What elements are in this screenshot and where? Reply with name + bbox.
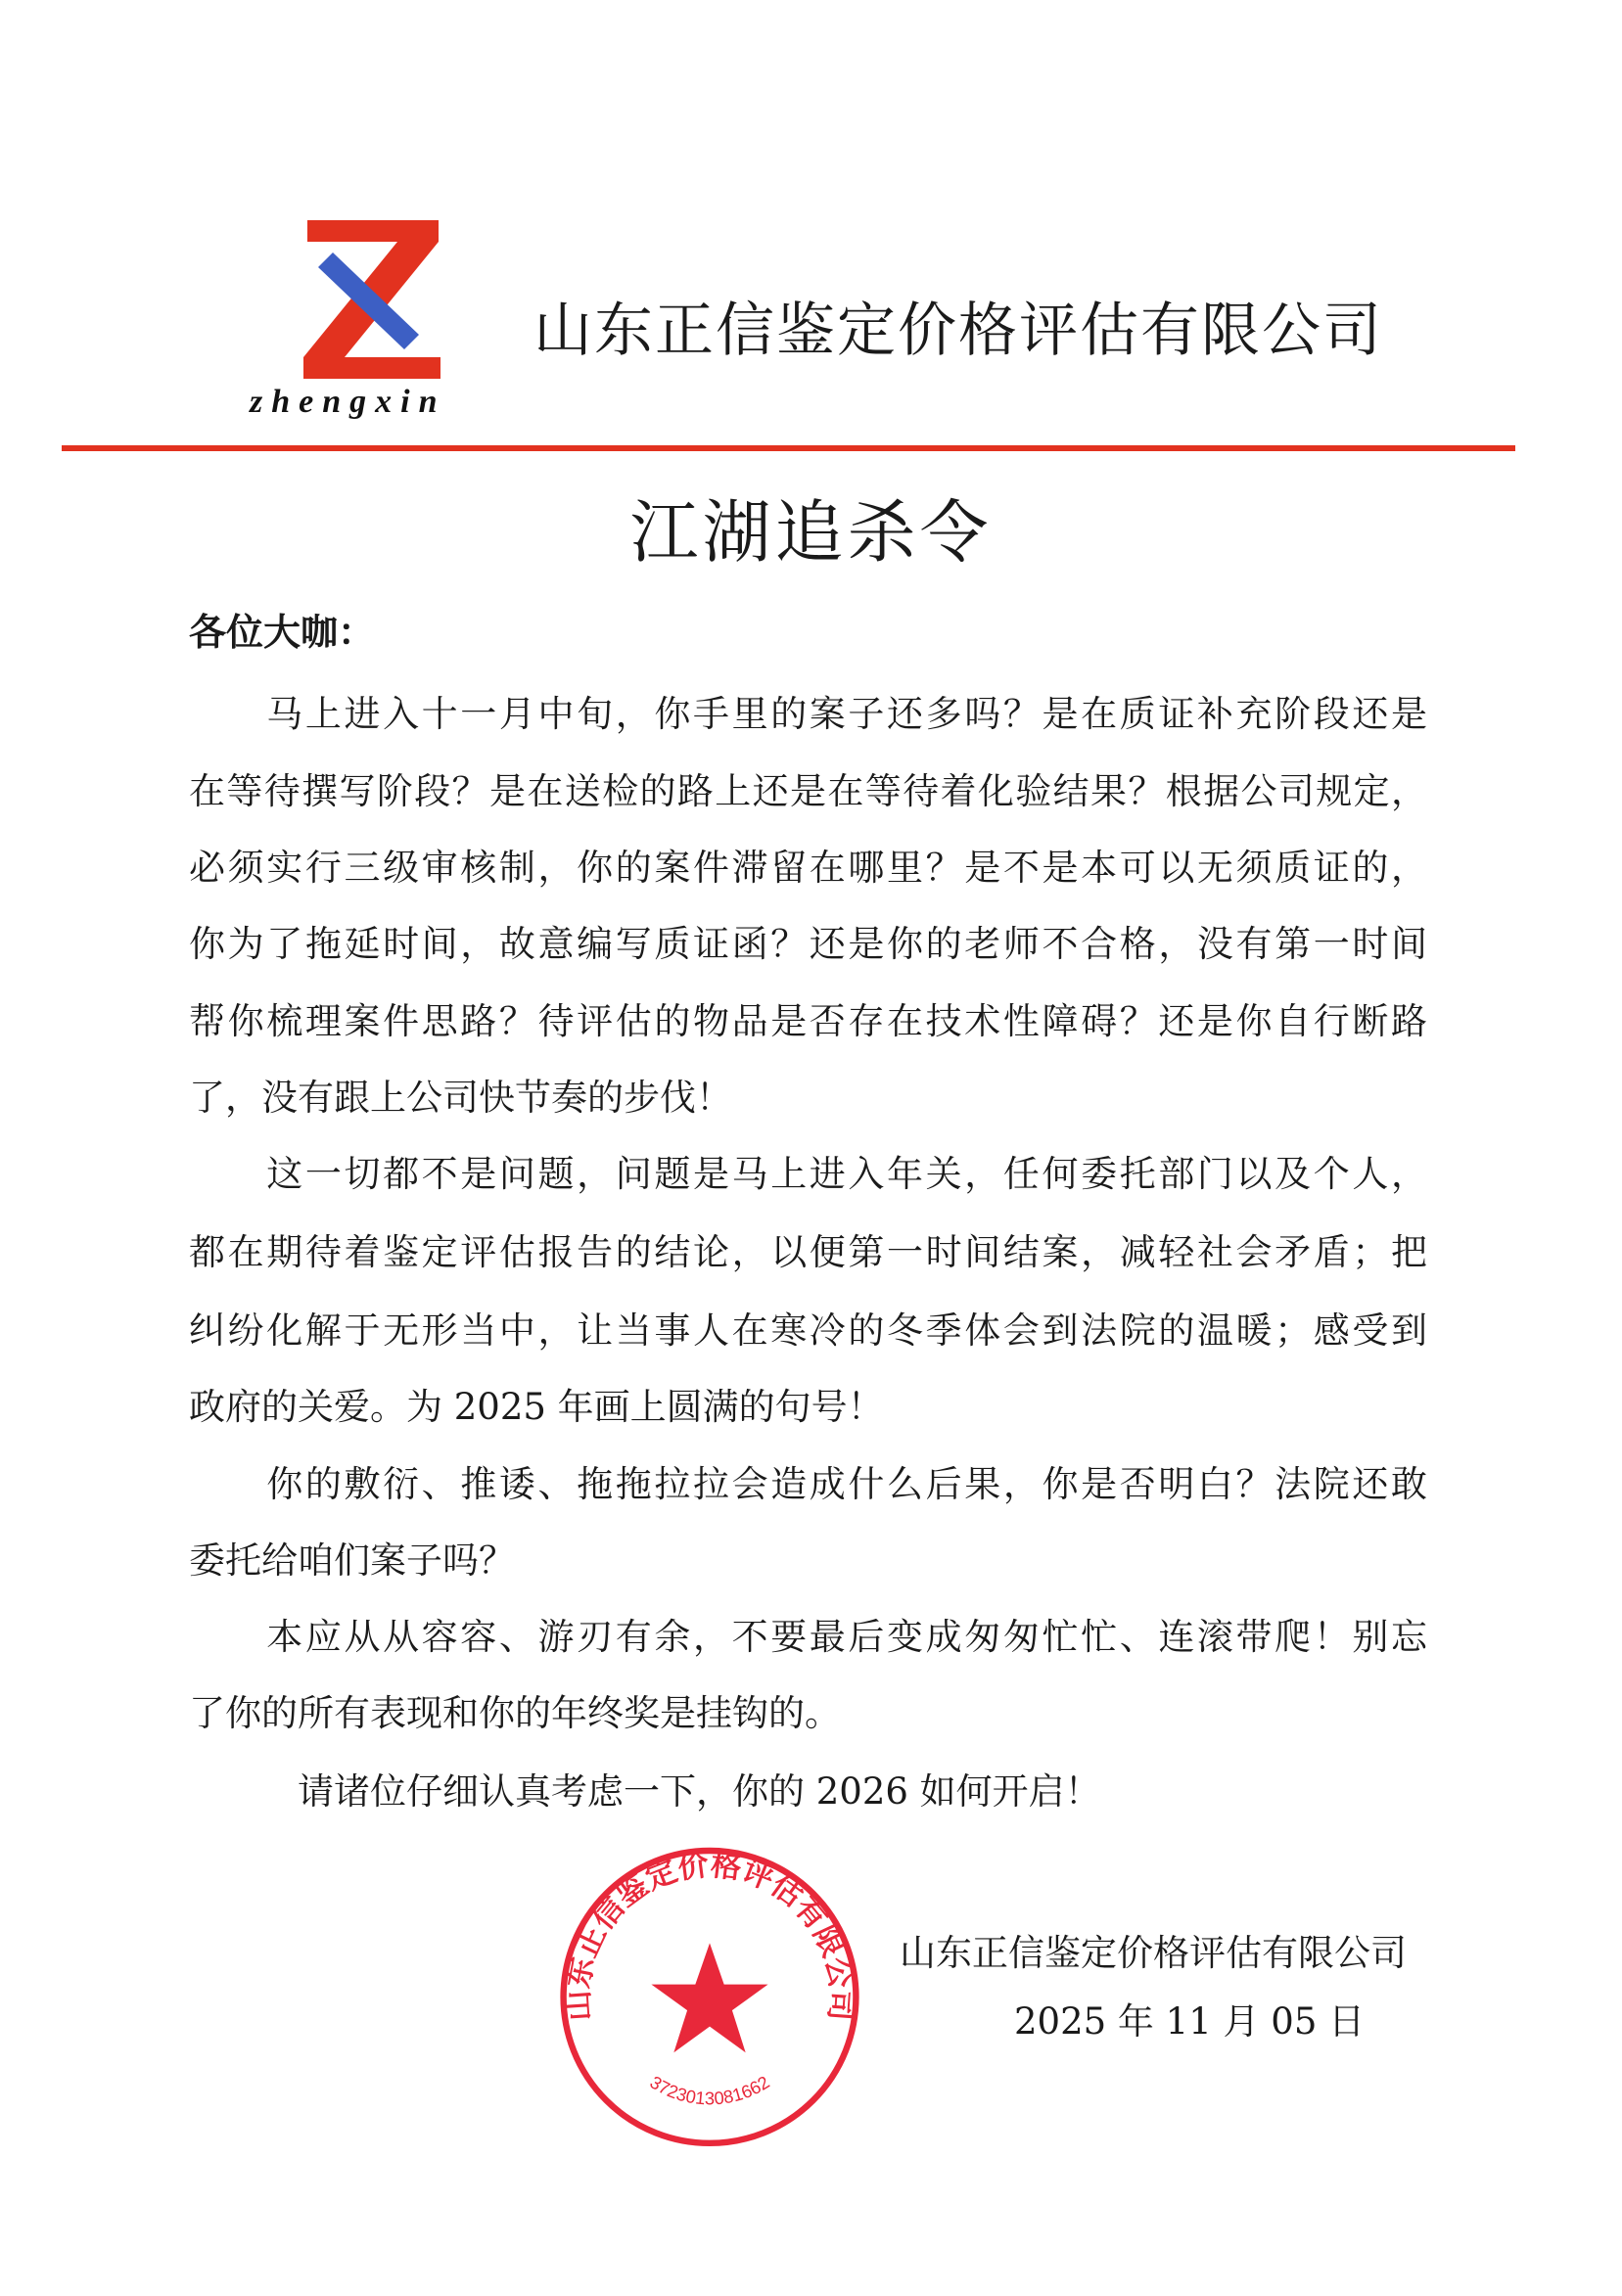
body-line: 都在期待着鉴定评估报告的结论，以便第一时间结案，减轻社会矛盾；把: [189, 1231, 1427, 1273]
body-line: 你的敷衍、推诿、拖拖拉拉会造成什么后果，你是否明白？法院还敢: [189, 1463, 1427, 1505]
salutation: 各位大咖：: [189, 610, 376, 654]
signature-company: 山东正信鉴定价格评估有限公司: [900, 1932, 1407, 1974]
body-line: 在等待撰写阶段？是在送检的路上还是在等待着化验结果？根据公司规定，: [189, 770, 1427, 812]
body-line: 帮你梳理案件思路？待评估的物品是否存在技术性障碍？还是你自行断路: [189, 1000, 1427, 1042]
body-line: 必须实行三级审核制，你的案件滞留在哪里？是不是本可以无须质证的，: [189, 847, 1427, 889]
company-seal: [548, 1840, 871, 2163]
header-divider: [62, 445, 1515, 451]
document-title: 江湖追杀令: [629, 492, 993, 573]
body-line: 纠纷化解于无形当中，让当事人在寒冷的冬季体会到法院的温暖；感受到: [189, 1309, 1427, 1352]
seal-name: 山东正信鉴定价格评估有限公司: [560, 1847, 859, 2022]
body-line: 本应从从容容、游刃有余，不要最后变成匆匆忙忙、连滚带爬！别忘: [189, 1616, 1427, 1658]
body-line: 了你的所有表现和你的年终奖是挂钩的。: [189, 1692, 841, 1734]
body-line: 了，没有跟上公司快节奏的步伐！: [189, 1077, 732, 1119]
body-line: 你为了拖延时间，故意编写质证函？还是你的老师不合格，没有第一时间: [189, 923, 1427, 965]
seal-star-icon: [651, 1943, 767, 2052]
company-name: 山东正信鉴定价格评估有限公司: [533, 297, 1383, 365]
body-line: 请诸位仔细认真考虑一下，你的 2026 如何开启！: [189, 1770, 1101, 1813]
signature-date: 2025 年 11 月 05 日: [1014, 2000, 1366, 2043]
seal-number: 3723013081662: [646, 2071, 773, 2109]
logo-text: zhengxin: [250, 384, 446, 420]
body-line: 马上进入十一月中旬，你手里的案子还多吗？是在质证补充阶段还是: [189, 693, 1427, 735]
body-line: 政府的关爱。为 2025 年画上圆满的句号！: [189, 1386, 884, 1428]
body-line: 委托给咱们案子吗？: [189, 1539, 515, 1582]
body-line: 这一切都不是问题，问题是马上进入年关，任何委托部门以及个人，: [189, 1153, 1427, 1195]
